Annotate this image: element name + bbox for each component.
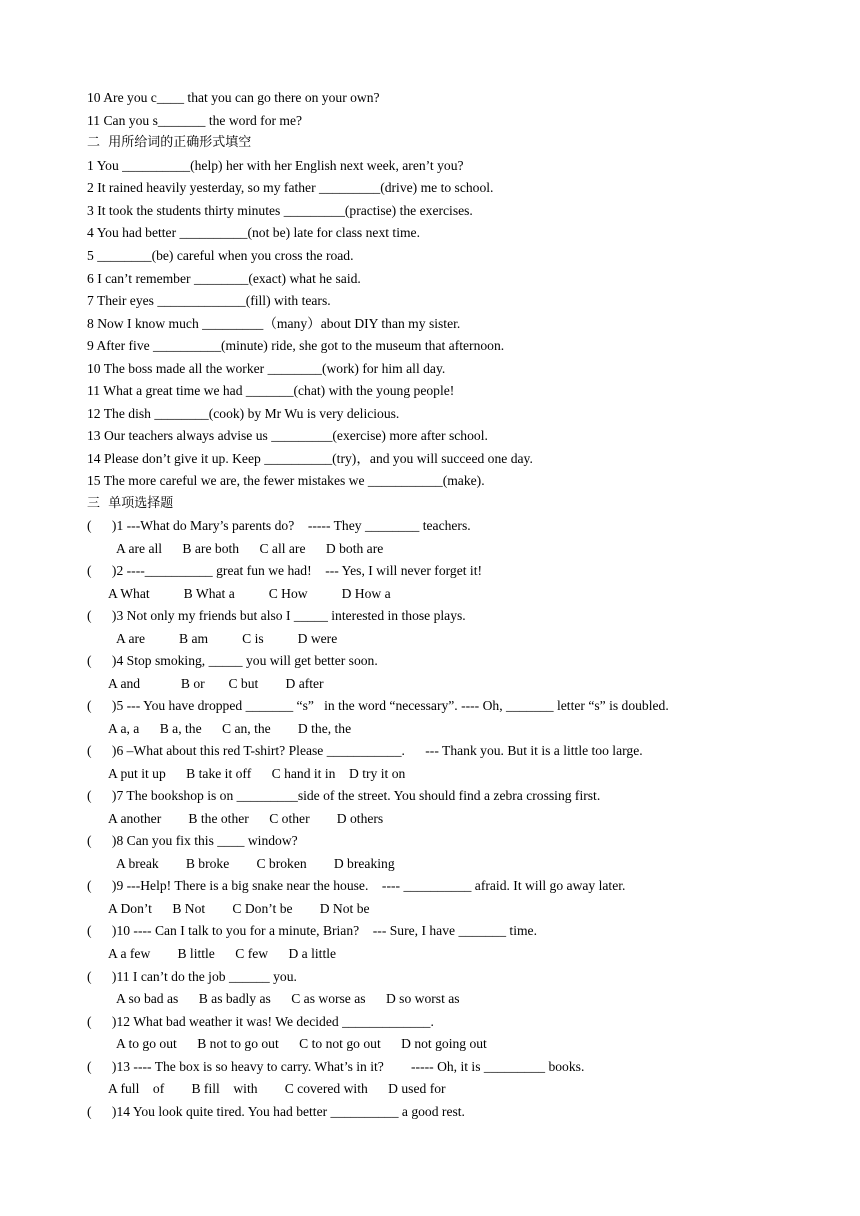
part3-options-13: A full of B fill with C covered with D used for (108, 1081, 446, 1096)
part3-options-11: A so bad as B as badly as C as worse as D so worst as (116, 991, 460, 1006)
part3-options-6: A put it up B take it off C hand it in D try it on (108, 766, 406, 781)
part3-question-2: ( )2 ----__________ great fun we had! --- Yes, I will never forget it! (87, 563, 482, 578)
part2-item-7: 7 Their eyes _____________(fill) with tears. (87, 293, 331, 308)
part2-item-12: 12 The dish ________(cook) by Mr Wu is very delicious. (87, 406, 400, 421)
part3-question-8: ( )8 Can you fix this ____ window? (87, 833, 298, 848)
part3-question-12: ( )12 What bad weather it was! We decided _____________. (87, 1014, 434, 1029)
part3-options-4: A and B or C but D after (108, 676, 324, 691)
part3-heading: 三 单项选择题 (87, 496, 174, 511)
part3-options-3: A are B am C is D were (116, 631, 338, 646)
part2-item-11: 11 What a great time we had _______(chat) with the young people! (87, 383, 455, 398)
part3-options-7: A another B the other C other D others (108, 811, 384, 826)
part3-question-1: ( )1 ---What do Mary’s parents do? ----- They ________ teachers. (87, 518, 471, 533)
part2-heading: 二 用所给词的正确形式填空 (87, 135, 252, 150)
part3-question-14: ( )14 You look quite tired. You had better __________ a good rest. (87, 1104, 465, 1119)
part3-options-12: A to go out B not to go out C to not go out D not going out (116, 1036, 487, 1051)
part3-question-3: ( )3 Not only my friends but also I _____ interested in those plays. (87, 608, 466, 623)
part3-question-10: ( )10 ---- Can I talk to you for a minute, Brian? --- Sure, I have _______ time. (87, 923, 537, 938)
part2-item-3: 3 It took the students thirty minutes _________(practise) the exercises. (87, 203, 473, 218)
part2-item-6: 6 I can’t remember ________(exact) what he said. (87, 271, 361, 286)
part2-item-15: 15 The more careful we are, the fewer mistakes we ___________(make). (87, 473, 485, 488)
part3-question-13: ( )13 ---- The box is so heavy to carry. What’s in it? ----- Oh, it is _________ books. (87, 1059, 585, 1074)
part3-options-2: A What B What a C How D How a (108, 586, 391, 601)
part3-options-8: A break B broke C broken D breaking (116, 856, 395, 871)
part3-question-7: ( )7 The bookshop is on _________side of the street. You should find a zebra crossing first. (87, 788, 601, 803)
part2-item-13: 13 Our teachers always advise us _________(exercise) more after school. (87, 428, 488, 443)
part2-item-14: 14 Please don’t give it up. Keep __________(try)，and you will succeed one day. (87, 451, 533, 466)
part3-question-4: ( )4 Stop smoking, _____ you will get better soon. (87, 653, 378, 668)
part1-item-11: 11 Can you s_______ the word for me? (87, 113, 303, 128)
part2-item-5: 5 ________(be) careful when you cross the road. (87, 248, 354, 263)
part2-item-9: 9 After five __________(minute) ride, she got to the museum that afternoon. (87, 338, 505, 353)
part3-question-6: ( )6 –What about this red T-shirt? Please ___________. --- Thank you. But it is a little too large. (87, 743, 643, 758)
part3-question-11: ( )11 I can’t do the job ______ you. (87, 969, 297, 984)
part3-question-5: ( )5 --- You have dropped _______ “s” in the word “necessary”. ---- Oh, _______ letter “s” is doubled. (87, 698, 669, 713)
part2-item-8: 8 Now I know much _________（many）about DIY than my sister. (87, 316, 461, 331)
part3-options-9: A Don’t B Not C Don’t be D Not be (108, 901, 370, 916)
part3-options-1: A are all B are both C all are D both are (116, 541, 384, 556)
part2-item-1: 1 You __________(help) her with her English next week, aren’t you? (87, 158, 464, 173)
part2-item-4: 4 You had better __________(not be) late for class next time. (87, 225, 420, 240)
part3-options-10: A a few B little C few D a little (108, 946, 337, 961)
part3-options-5: A a, a B a, the C an, the D the, the (108, 721, 352, 736)
part2-item-10: 10 The boss made all the worker ________(work) for him all day. (87, 361, 446, 376)
part2-item-2: 2 It rained heavily yesterday, so my father _________(drive) me to school. (87, 180, 494, 195)
part1-item-10: 10 Are you c____ that you can go there on your own? (87, 90, 380, 105)
part3-question-9: ( )9 ---Help! There is a big snake near the house. ---- __________ afraid. It will go away later. (87, 878, 626, 893)
